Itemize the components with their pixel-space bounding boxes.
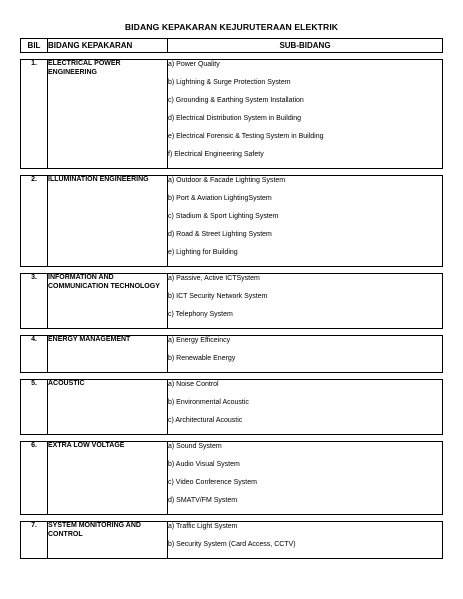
table-row <box>21 274 443 329</box>
sub-field-item: a) Traffic Light System <box>168 523 238 530</box>
spacer-cell <box>168 329 443 336</box>
table-body <box>21 53 443 559</box>
spacer-cell <box>21 435 48 442</box>
table-header-row <box>21 39 443 53</box>
row-spacer <box>21 373 443 380</box>
sub-field-item: b) Security System (Card Access, CCTV) <box>168 541 296 548</box>
spacer-cell <box>21 53 48 60</box>
spacer-cell <box>21 515 48 522</box>
table-row <box>21 60 443 169</box>
table-row <box>21 522 443 559</box>
row-number: 1. <box>21 60 48 169</box>
sub-field-item: b) Audio Visual System <box>168 461 240 468</box>
table-row <box>21 336 443 373</box>
sub-field-list <box>168 442 443 515</box>
sub-field-item: d) Road & Street Lighting System <box>168 231 272 238</box>
sub-field-item: e) Electrical Forensic & Testing System in Building <box>168 133 324 140</box>
spacer-cell <box>21 267 48 274</box>
spacer-cell <box>168 515 443 522</box>
spacer-cell <box>48 267 168 274</box>
expertise-area: SYSTEM MONITORING AND CONTROL <box>48 522 168 559</box>
row-spacer <box>21 329 443 336</box>
spacer-cell <box>21 373 48 380</box>
sub-field-item: c) Architectural Acoustic <box>168 417 243 424</box>
sub-field-item: d) SMATV/FM System <box>168 497 238 504</box>
spacer-cell <box>48 435 168 442</box>
page-title: BIDANG KEPAKARAN KEJURUTERAAN ELEKTRIK <box>124 22 339 32</box>
sub-field-item: a) Noise Control <box>168 381 219 388</box>
spacer-cell <box>168 435 443 442</box>
table-row <box>21 176 443 267</box>
expertise-area: ELECTRICAL POWER ENGINEERING <box>48 60 168 169</box>
sub-field-item: a) Outdoor & Facade Lighting System <box>168 177 286 184</box>
spacer-cell <box>168 267 443 274</box>
sub-field-list <box>168 336 443 373</box>
sub-field-item: b) Lightning & Surge Protection System <box>168 79 291 86</box>
row-spacer <box>21 169 443 176</box>
row-number: 2. <box>21 176 48 267</box>
sub-field-item: b) Environmental Acoustic <box>168 399 249 406</box>
sub-field-item: b) Port & Aviation LightingSystem <box>168 195 272 202</box>
sub-field-item: c) Grounding & Earthing System Installation <box>168 97 304 104</box>
sub-field-item: b) ICT Security Network System <box>168 293 268 300</box>
spacer-cell <box>48 329 168 336</box>
sub-field-item: a) Sound System <box>168 443 222 450</box>
sub-field-item: c) Telephony System <box>168 311 233 318</box>
spacer-cell <box>168 169 443 176</box>
header-bidang: BIDANG KEPAKARAN <box>48 39 168 53</box>
row-spacer <box>21 435 443 442</box>
sub-field-list <box>168 522 443 559</box>
expertise-area: ACOUSTIC <box>48 380 168 435</box>
row-number: 7. <box>21 522 48 559</box>
sub-field-item: a) Passive, Active ICTSystem <box>168 275 260 282</box>
sub-field-list <box>168 274 443 329</box>
expertise-area: ENERGY MANAGEMENT <box>48 336 168 373</box>
row-number: 3. <box>21 274 48 329</box>
expertise-area: EXTRA LOW VOLTAGE <box>48 442 168 515</box>
spacer-cell <box>168 373 443 380</box>
sub-field-item: b) Renewable Energy <box>168 355 236 362</box>
row-number: 5. <box>21 380 48 435</box>
sub-field-list <box>168 176 443 267</box>
sub-field-list <box>168 60 443 169</box>
table-row <box>21 442 443 515</box>
spacer-cell <box>168 53 443 60</box>
sub-field-list <box>168 380 443 435</box>
row-spacer <box>21 267 443 274</box>
sub-field-item: c) Video Conference System <box>168 479 257 486</box>
spacer-cell <box>48 53 168 60</box>
expertise-table <box>20 38 443 559</box>
sub-field-item: c) Stadium & Sport Lighting System <box>168 213 279 220</box>
spacer-cell <box>48 373 168 380</box>
spacer-cell <box>48 169 168 176</box>
header-bil: BIL <box>21 39 48 53</box>
sub-field-item: a) Power Quality <box>168 61 220 68</box>
row-spacer <box>21 53 443 60</box>
spacer-cell <box>48 515 168 522</box>
expertise-area: INFORMATION AND COMMUNICATION TECHNOLOGY <box>48 274 168 329</box>
spacer-cell <box>21 169 48 176</box>
header-sub-bidang: SUB-BIDANG <box>168 39 443 53</box>
sub-field-item: a) Energy Efficeincy <box>168 337 231 344</box>
sub-field-item: d) Electrical Distribution System in Building <box>168 115 302 122</box>
row-spacer <box>21 515 443 522</box>
sub-field-item: e) Lighting for Building <box>168 249 238 256</box>
spacer-cell <box>21 329 48 336</box>
sub-field-item: f) Electrical Engineering Safety <box>168 151 264 158</box>
table-row <box>21 380 443 435</box>
expertise-area: ILLUMINATION ENGINEERING <box>48 176 168 267</box>
row-number: 4. <box>21 336 48 373</box>
row-number: 6. <box>21 442 48 515</box>
